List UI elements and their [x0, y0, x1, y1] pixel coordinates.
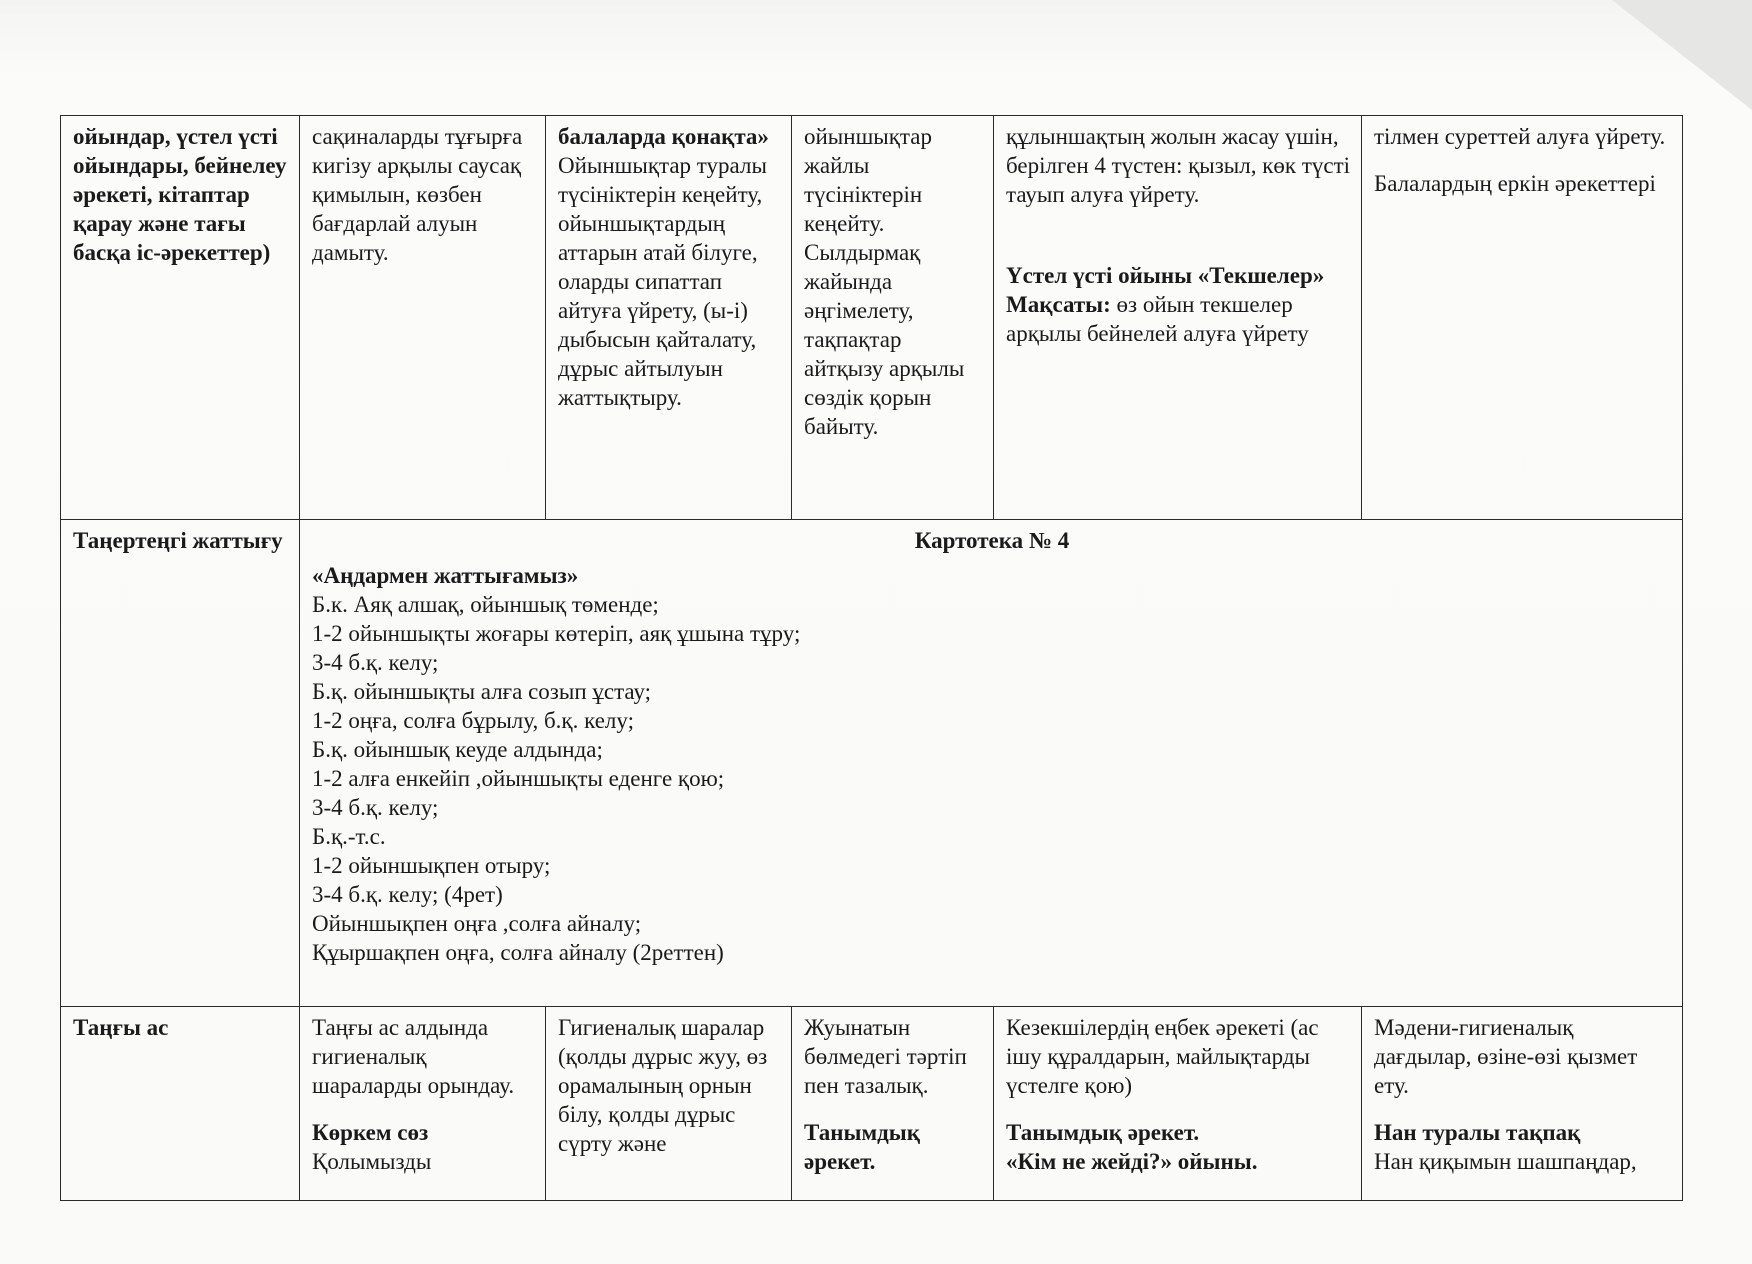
cell-text: Балалардың еркін әрекеттері [1374, 171, 1656, 196]
cell-text: Жуынатын бөлмедегі тәртіп пен тазалық. [804, 1015, 967, 1098]
cell-col5 [994, 116, 1362, 520]
cell-bold-text: балаларда қонақта» [558, 124, 769, 149]
cell-col3 [546, 116, 792, 520]
cell-col2 [300, 1007, 546, 1201]
cell-text: тілмен суреттей алуға үйрету. [1374, 124, 1666, 149]
exercise-line: 3-4 б.қ. келу; [312, 795, 439, 820]
cell-text: ойыншықтар жайлы түсініктерін кеңейту. Сылдырмақ жайында әңгімелету, тақпақтар айтқызу арқылы сөздік қорын байыту. [804, 124, 965, 439]
cell-text: құлыншақтың жолын жасау үшін, берілген 4 түстен: қызыл, көк түсті тауып алуға үйрету. [1006, 124, 1351, 207]
schedule-table [60, 115, 1683, 1201]
table-row [61, 116, 1683, 520]
row-label: Таңғы ас [73, 1015, 169, 1040]
exercise-title: «Аңдармен жаттығамыз» [312, 563, 579, 588]
exercise-line: 1-2 ойыншықпен отыру; [312, 853, 551, 878]
cell-col4 [792, 1007, 994, 1201]
cell-text: Мәдени-гигиеналық дағдылар, өзіне-өзі қызмет ету. [1374, 1015, 1638, 1098]
card-title: Картотека № 4 [914, 528, 1070, 553]
cell-col4 [792, 116, 994, 520]
table-row [61, 520, 1683, 1007]
folded-corner [1612, 0, 1752, 110]
cell-col6 [1362, 116, 1683, 520]
exercise-line: 1-2 алға енкейіп ,ойыншықты еденге қою; [312, 766, 725, 791]
cell-col5 [994, 1007, 1362, 1201]
cell-bold-text: «Кім не жейді?» ойыны. [1006, 1149, 1258, 1174]
cell-col2 [300, 116, 546, 520]
exercise-line: 1-2 ойыншықты жоғары көтеріп, аяқ ұшына тұру; [312, 621, 801, 646]
cell-bold-text: Танымдық әрекет. [1006, 1120, 1200, 1145]
game-title: Үстел үсті ойыны «Текшелер» [1006, 263, 1325, 288]
cell-morning-exercise-label [61, 520, 300, 1007]
exercise-line: Құыршақпен оңға, солға айналу (2реттен) [312, 940, 724, 965]
exercise-line: Б.к. Аяқ алшақ, ойыншық төменде; [312, 592, 659, 617]
exercise-line: Б.қ.-т.с. [312, 824, 386, 849]
cell-text: Гигиеналық шаралар (қолды дұрыс жуу, өз орамалының орнын білу, қолды дұрыс сүрту және [558, 1015, 768, 1156]
cell-activity-type [61, 116, 300, 520]
exercise-line: 1-2 оңға, солға бұрылу, б.қ. келу; [312, 708, 634, 733]
cell-text: Қолымызды [312, 1149, 432, 1174]
exercise-line: Б.қ. ойыншық кеуде алдында; [312, 737, 603, 762]
cell-text: Кезекшілердің еңбек әрекеті (ас ішу құралдарын, майлықтарды үстелге қою) [1006, 1015, 1319, 1098]
goal-label: Мақсаты: [1006, 292, 1111, 317]
cell-bold-text: Көркем сөз [312, 1120, 429, 1145]
cell-col3 [546, 1007, 792, 1201]
exercise-line: 3-4 б.қ. келу; [312, 650, 439, 675]
cell-bold-text: Нан туралы тақпақ [1374, 1120, 1581, 1145]
exercise-line: 3-4 б.қ. келу; (4рет) [312, 882, 503, 907]
cell-morning-exercise [300, 520, 1683, 1007]
goal-text: өз ойын текшелер арқылы бейнелей алуға үйрету [1006, 292, 1309, 346]
cell-text: Таңғы ас алдында гигиеналық шараларды орындау. [312, 1015, 515, 1098]
exercise-line: Ойыншықпен оңға ,солға айналу; [312, 911, 642, 936]
exercise-line: Б.қ. ойыншықты алға созып ұстау; [312, 679, 652, 704]
exercise-lines [312, 590, 1672, 967]
activity-type-text: ойындар, үстел үсті ойындары, бейнелеу әрекеті, кітаптар қарау және тағы басқа іс-әрекеттер) [73, 124, 287, 265]
cell-text: Нан қиқымын шашпаңдар, [1374, 1149, 1637, 1174]
table-row [61, 1007, 1683, 1201]
row-label: Таңертеңгі жаттығу [73, 528, 283, 553]
cell-bold-text: Танымдық әрекет. [804, 1120, 920, 1174]
cell-text: Ойыншықтар туралы түсініктерін кеңейту, ойыншықтардың аттарын атай білуге, оларды сипаттап айтуға үйрету, (ы-і) дыбысын қайталату, дұрыс айтылуын жаттықтыру. [558, 153, 767, 410]
cell-col6 [1362, 1007, 1683, 1201]
cell-text: сақиналарды тұғырға кигізу арқылы саусақ қимылын, көзбен бағдарлай алуын дамыту. [312, 124, 523, 265]
cell-breakfast-label [61, 1007, 300, 1201]
